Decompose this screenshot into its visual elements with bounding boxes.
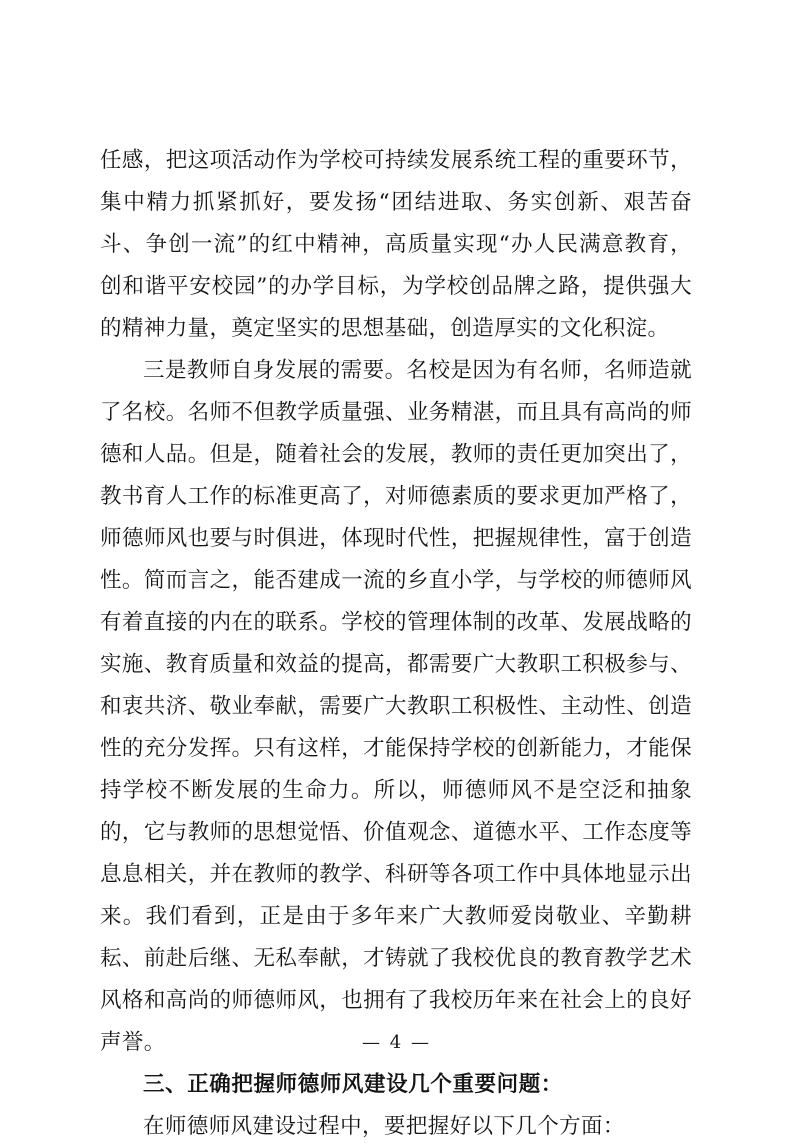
section-heading-three: 三、正确把握师德师风建设几个重要问题： [143, 1072, 563, 1097]
document-body [100, 140, 692, 1148]
paragraph-third-reason: 三是教师自身发展的需要。名校是因为有名师，名师造就了名校。名师不但教学质量强、业务精湛，而且具有高尚的师德和人品。但是，随着社会的发展，教师的责任更加突出了，教书育人工作的标准更高了，对师德素质的要求更加严格了，师德师风也要与时俱进，体现时代性，把握规律性，富于创造性。简而言之，能否建成一流的乡直小学，与学校的师德师风有着直接的内在的联系。学校的管理体制的改革、发展战略的实施、教育质量和效益的提高，都需要广大教职工积极参与、和衷共济、敬业奉献，需要广大教职工积极性、主动性、创造性的充分发挥。只有这样，才能保持学校的创新能力，才能保持学校不断发展的生命力。所以，师德师风不是空泛和抽象的，它与教师的思想觉悟、价值观念、道德水平、工作态度等息息相关，并在教师的教学、科研等各项工作中具体地显示出来。我们看到，正是由于多年来广大教师爱岗敬业、辛勤耕耘、前赴后继、无私奉献，才铸就了我校优良的教育教学艺术风格和高尚的师德师风，也拥有了我校历年来在社会上的良好声誉。 [100, 358, 692, 1055]
page-number: — 4 — [362, 1032, 431, 1053]
paragraph-continued: 任感，把这项活动作为学校可持续发展系统工程的重要环节，集中精力抓紧抓好，要发扬“团结进取、务实创新、艰苦奋斗、争创一流”的红中精神，高质量实现“办人民满意教育，创和谐平安校园”的办学目标，为学校创品牌之路，提供强大的精神力量，奠定坚实的思想基础，创造厚实的文化积淀。 [100, 148, 692, 341]
paragraph-closing: 在师德师风建设过程中，要把握好以下几个方面： [143, 1114, 625, 1139]
